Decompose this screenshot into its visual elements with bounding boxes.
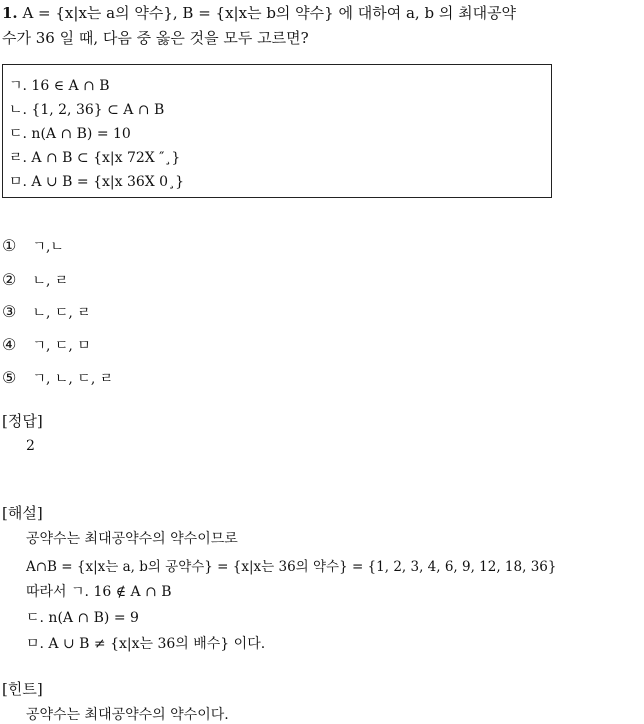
choice-text: ㄱ, ㄴ, ㄷ, ㄹ <box>32 371 114 387</box>
choice-option-4[interactable] <box>2 335 91 355</box>
choice-text: ㄴ, ㄷ, ㄹ <box>32 305 91 321</box>
explanation-line: 따라서 ㄱ. 16 ∉ A ∩ B <box>26 584 172 600</box>
choice-text: ㄱ,ㄴ <box>32 239 64 255</box>
question-line-1 <box>2 2 516 23</box>
choice-option-1[interactable] <box>2 236 64 256</box>
explanation-line: ㅁ. A ∪ B ≠ {x|x는 36의 배수} 이다. <box>26 636 266 652</box>
statement-item: ㅁ. A ∪ B = {x|x 36X 0¸} <box>9 174 184 190</box>
hint-text: 공약수는 최대공약수의 약수이다. <box>26 707 229 723</box>
statements-box <box>2 64 552 198</box>
statement-item: ㄱ. 16 ∈ A ∩ B <box>9 78 110 94</box>
question-text-1: A = {x|x는 a의 약수}, B = {x|x는 b의 약수} 에 대하여 a, b 의 최대공약 <box>22 4 517 22</box>
choice-marker: ② <box>2 270 17 289</box>
answer-heading: [정답] <box>2 412 43 430</box>
choice-marker: ④ <box>2 335 17 354</box>
statement-item: ㄴ. {1, 2, 36} ⊂ A ∩ B <box>9 102 165 118</box>
hint-heading: [힌트] <box>2 680 43 698</box>
statement-item: ㄷ. n(A ∩ B) = 10 <box>9 126 131 142</box>
choice-marker: ① <box>2 236 17 255</box>
choice-marker: ⑤ <box>2 368 17 387</box>
choice-text: ㄴ, ㄹ <box>32 273 69 289</box>
explanation-line: A∩B = {x|x는 a, b의 공약수} = {x|x는 36의 약수} = {1, 2, 3, 4, 6, 9, 12, 18, 36} <box>26 559 557 575</box>
choice-marker: ③ <box>2 302 17 321</box>
explanation-line: ㄷ. n(A ∩ B) = 9 <box>26 610 139 626</box>
statement-item: ㄹ. A ∩ B ⊂ {x|x 72X ″¸} <box>9 150 181 166</box>
answer-value: 2 <box>26 438 35 454</box>
choice-option-3[interactable] <box>2 302 91 322</box>
choice-text: ㄱ, ㄷ, ㅁ <box>32 338 91 354</box>
question-number: 1. <box>2 4 18 22</box>
explanation-heading: [해설] <box>2 504 43 522</box>
question-line-2: 수가 36 일 때, 다음 중 옳은 것을 모두 고르면? <box>2 29 309 47</box>
choice-option-2[interactable] <box>2 270 68 290</box>
choice-option-5[interactable] <box>2 368 113 388</box>
explanation-line: 공약수는 최대공약수의 약수이므로 <box>26 531 238 547</box>
